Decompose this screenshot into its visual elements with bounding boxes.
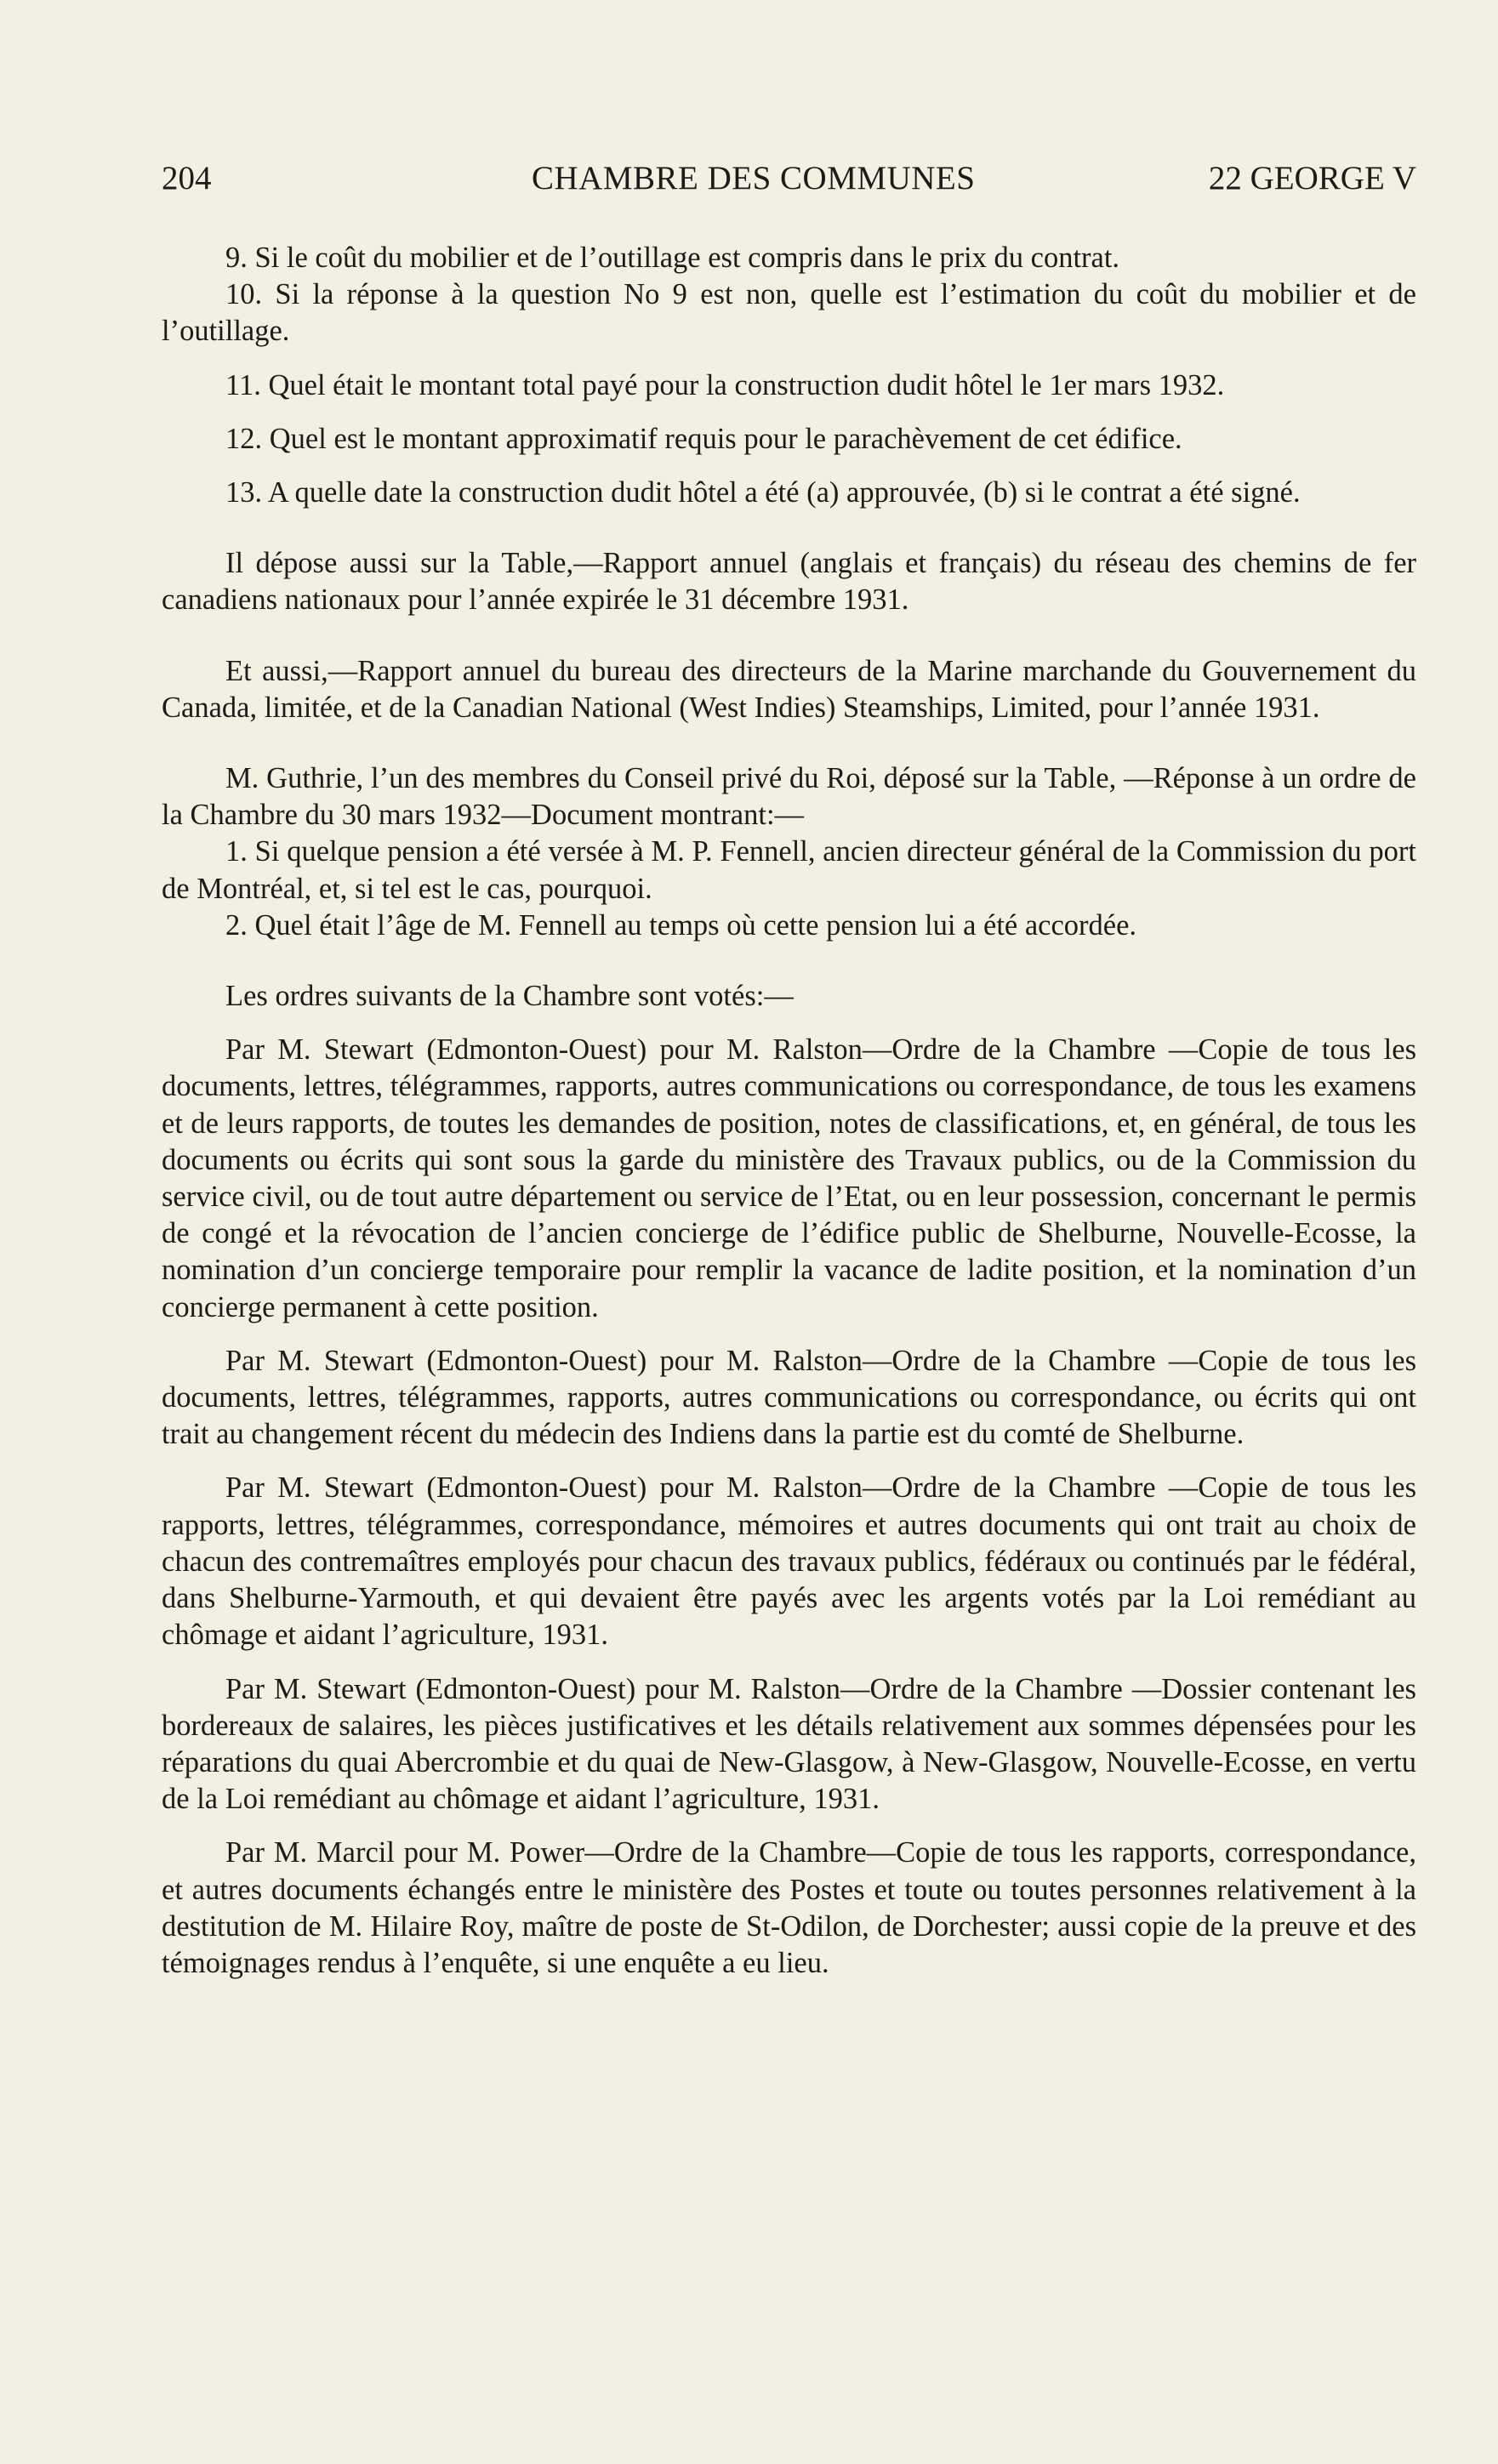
paragraph-item-2: 2. Quel était l’âge de M. Fennell au temps où cette pension lui a été accordée.	[225, 908, 1137, 942]
paragraph-ordre-concierge: Par M. Stewart (Edmonton-Ouest) pour M. Ralston—Ordre de la Chambre —Copie de tous les documents, lettres, télégrammes, rapports, autres communications ou correspondance, de tous les examens et de leurs rapports, de toutes les demandes de position, notes de classifications, et, en général, de tous les documents ou écrits qui sont sous la garde du ministère des Travaux publics, ou de la Commission du service civil, ou de tout autre département ou service de l’Etat, ou en leur possession, concernant le permis de congé et la révocation de l’ancien concierge de l’édifice public de Shelburne, Nouvelle-Ecosse, la nomination d’un concierge temporaire pour remplir la vacance de ladite position, et la nomination d’un concierge permanent à cette position.	[162, 1033, 1416, 1323]
regnal-year: 22 GEORGE V	[1208, 160, 1416, 196]
paragraph-guthrie: M. Guthrie, l’un des membres du Conseil privé du Roi, déposé sur la Table, —Réponse à un ordre de la Chambre du 30 mars 1932—Document montrant:—	[162, 762, 1416, 832]
paragraph-rapport-reseau: Il dépose aussi sur la Table,—Rapport annuel (anglais et français) du réseau des chemins de fer canadiens nationaux pour l’année expirée le 31 décembre 1931.	[162, 547, 1416, 617]
page-number: 204	[162, 160, 212, 196]
paragraph-ordre-quai: Par M. Stewart (Edmonton-Ouest) pour M. Ralston—Ordre de la Chambre —Dossier contenant les bordereaux de salaires, les pièces justificatives et les détails relativement aux sommes dépensées pour les réparations du quai Abercrombie et du quai de New-Glasgow, à New-Glasgow, Nouvelle-Ecosse, en vertu de la Loi remédiant au chômage et aidant l’agriculture, 1931.	[162, 1672, 1416, 1816]
page-title: CHAMBRE DES COMMUNES	[532, 160, 976, 196]
paragraph-ordres: Les ordres suivants de la Chambre sont votés:—	[225, 980, 794, 1013]
paragraph-item-9: 9. Si le coût du mobilier et de l’outillage est compris dans le prix du contrat.	[225, 242, 1120, 274]
paragraph-ordre-medecin: Par M. Stewart (Edmonton-Ouest) pour M. Ralston—Ordre de la Chambre —Copie de tous les documents, lettres, télégrammes, rapports, autres communications ou correspondance, ou écrits qui ont trait au changement récent du médecin des Indiens dans la partie est du comté de Shelburne.	[162, 1344, 1416, 1451]
running-header	[162, 153, 1416, 204]
paragraph-rapport-marine: Et aussi,—Rapport annuel du bureau des directeurs de la Marine marchande du Gouvernement du Canada, limitée, et de la Canadian National (West Indies) Steamships, Limited, pour l’année 1931.	[162, 654, 1416, 724]
paragraph-ordre-contremaitres: Par M. Stewart (Edmonton-Ouest) pour M. Ralston—Ordre de la Chambre —Copie de tous les rapports, lettres, télégrammes, correspondance, mémoires et autres documents qui ont trait au choix de chacun des contremaîtres employés pour chacun des travaux publics, fédéraux ou continués par le fédéral, dans Shelburne-Yarmouth, et qui devaient être payés avec les argents votés par la Loi remédiant au chômage et aidant l’agriculture, 1931.	[162, 1471, 1416, 1652]
paragraph-item-11: 11. Quel était le montant total payé pour la construction dudit hôtel le 1er mars 1932.	[225, 368, 1225, 401]
paragraph-ordre-postes: Par M. Marcil pour M. Power—Ordre de la Chambre—Copie de tous les rapports, correspondance, et autres documents échangés entre le ministère des Postes et toute ou toutes personnes relativement à la destitution de M. Hilaire Roy, maître de poste de St-Odilon, de Dorchester; aussi copie de la preuve et des témoignages rendus à l’enquête, si une enquête a eu lieu.	[162, 1836, 1416, 1979]
paragraph-item-12: 12. Quel est le montant approximatif requis pour le parachèvement de cet édifice.	[225, 422, 1182, 455]
paragraph-item-1: 1. Si quelque pension a été versée à M. P. Fennell, ancien directeur général de la Commission du port de Montréal, et, si tel est le cas, pourquoi.	[162, 835, 1416, 905]
paragraph-item-13: 13. A quelle date la construction dudit hôtel a été (a) approuvée, (b) si le contrat a été signé.	[225, 476, 1301, 509]
paragraph-item-10: 10. Si la réponse à la question No 9 est non, quelle est l’estimation du coût du mobilier et de l’outillage.	[162, 278, 1416, 348]
page-body	[162, 240, 1416, 1982]
